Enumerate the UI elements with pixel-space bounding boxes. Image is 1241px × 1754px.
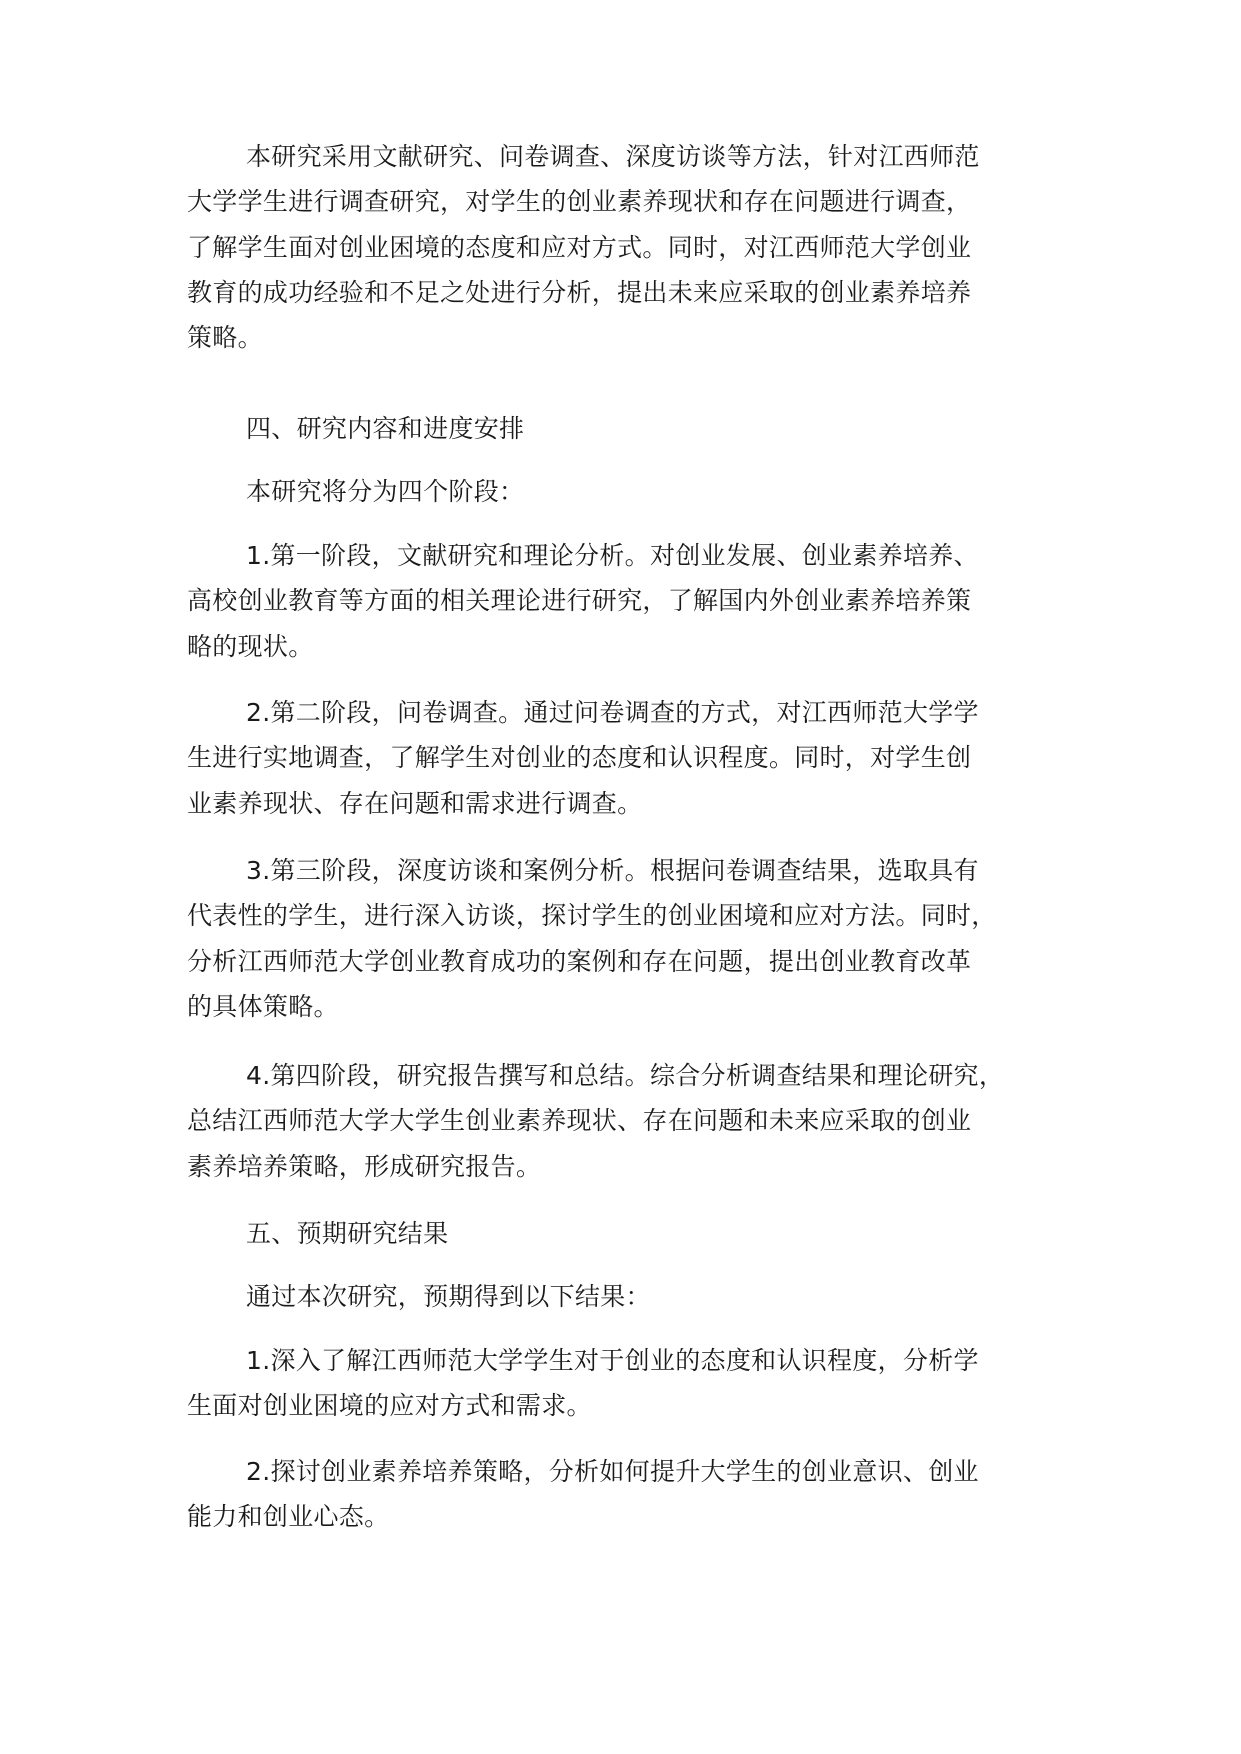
- body-paragraph: [187, 469, 1077, 514]
- body-paragraph: [187, 1274, 1077, 1319]
- list-item: [187, 1449, 1077, 1540]
- paragraph-line: 本研究采用文献研究、问卷调查、深度访谈等方法，针对江西师范: [246, 142, 980, 171]
- paragraph-line: 大学学生进行调查研究，对学生的创业素养现状和存在问题进行调查，: [187, 187, 972, 217]
- paragraph-line: 1.第一阶段，文献研究和理论分析。对创业发展、创业素养培养、: [246, 541, 979, 570]
- paragraph-line: 策略。: [187, 323, 263, 353]
- heading-text: 五、预期研究结果: [246, 1219, 449, 1248]
- paragraph-line: 总结江西师范大学大学生创业素养现状、存在问题和未来应采取的创业: [187, 1106, 972, 1136]
- paragraph-line: 2.第二阶段，问卷调查。通过问卷调查的方式，对江西师范大学学: [246, 698, 979, 727]
- paragraph-line: 本研究将分为四个阶段：: [246, 477, 525, 506]
- paragraph-line: 教育的成功经验和不足之处进行分析，提出未来应采取的创业素养培养: [187, 277, 972, 307]
- section-heading: [187, 406, 1077, 451]
- body-paragraph: [187, 134, 1077, 360]
- paragraph-line: 生面对创业困境的应对方式和需求。: [187, 1391, 592, 1421]
- paragraph-line: 生进行实地调查，了解学生对创业的态度和认识程度。同时，对学生创: [187, 743, 972, 773]
- paragraph-line: 略的现状。: [187, 631, 314, 661]
- paragraph-line: 业素养现状、存在问题和需求进行调查。: [187, 788, 643, 818]
- paragraph-line: 代表性的学生，进行深入访谈，探讨学生的创业困境和应对方法。同时，: [187, 901, 997, 931]
- paragraph-line: 素养培养策略，形成研究报告。: [187, 1151, 542, 1181]
- list-item: [187, 690, 1077, 826]
- paragraph-line: 1.深入了解江西师范大学学生对于创业的态度和认识程度，分析学: [246, 1346, 979, 1375]
- list-item: [187, 1338, 1077, 1429]
- paragraph-line: 高校创业教育等方面的相关理论进行研究，了解国内外创业素养培养策: [187, 586, 972, 616]
- paragraph-line: 3.第三阶段，深度访谈和案例分析。根据问卷调查结果，选取具有: [246, 856, 979, 885]
- heading-text: 四、研究内容和进度安排: [246, 414, 525, 443]
- paragraph-line: 2.探讨创业素养培养策略，分析如何提升大学生的创业意识、创业: [246, 1457, 979, 1486]
- list-item: [187, 533, 1077, 669]
- paragraph-line: 的具体策略。: [187, 991, 339, 1021]
- section-heading: [187, 1211, 1077, 1256]
- list-item: [187, 1053, 1077, 1189]
- paragraph-line: 分析江西师范大学创业教育成功的案例和存在问题，提出创业教育改革: [187, 946, 972, 976]
- paragraph-line: 通过本次研究，预期得到以下结果：: [246, 1282, 651, 1311]
- paragraph-line: 了解学生面对创业困境的态度和应对方式。同时，对江西师范大学创业: [187, 232, 972, 262]
- list-item: [187, 848, 1077, 1029]
- paragraph-line: 4.第四阶段，研究报告撰写和总结。综合分析调查结果和理论研究，: [246, 1061, 1005, 1090]
- paragraph-line: 能力和创业心态。: [187, 1502, 390, 1532]
